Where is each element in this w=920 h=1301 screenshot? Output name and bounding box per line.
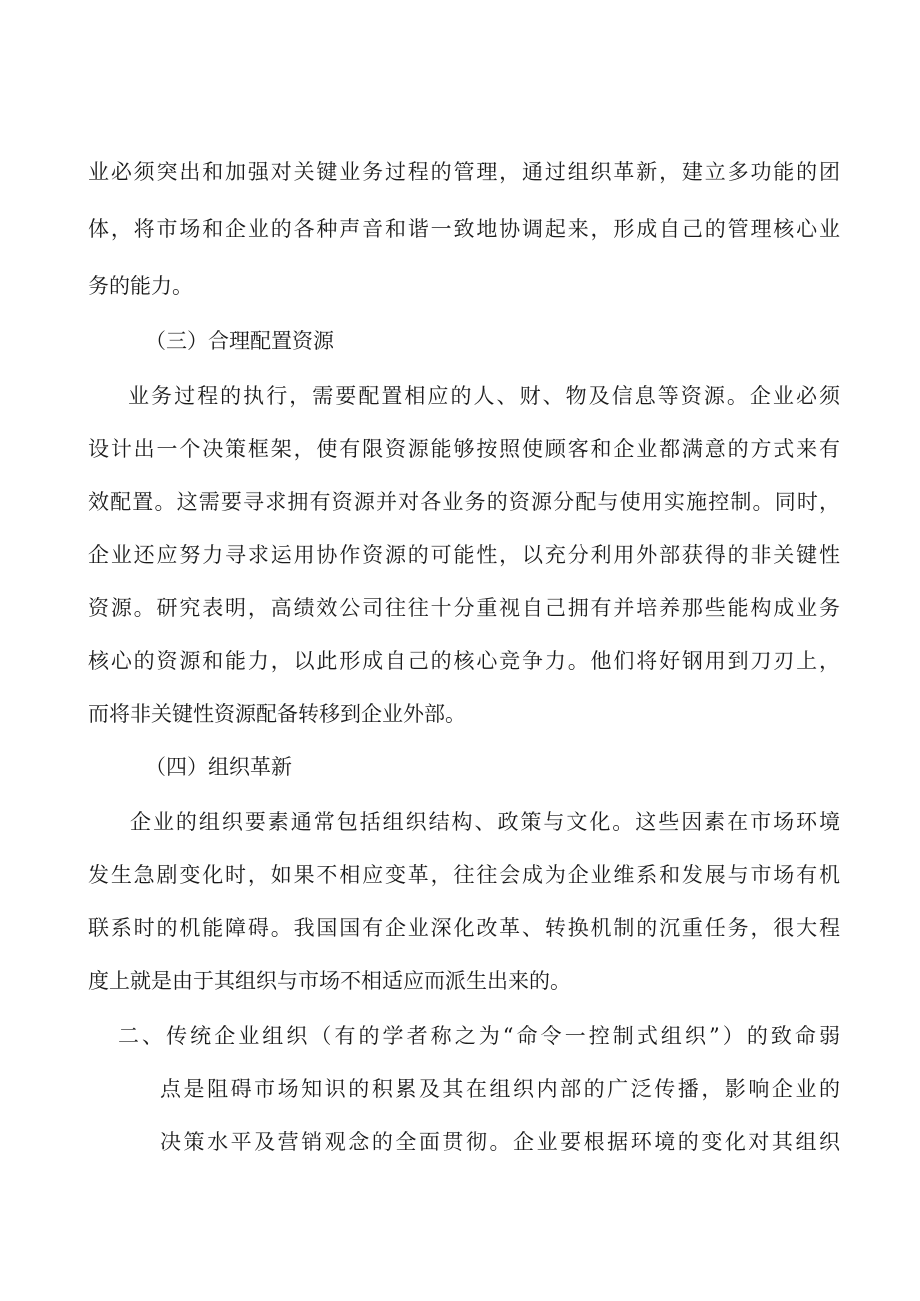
paragraph-line: 资源。研究表明，高绩效公司往往十分重视自己拥有并培养那些能构成业务 <box>88 596 840 620</box>
paragraph-line: 务的能力。 <box>88 274 193 298</box>
paragraph-line: 设计出一个决策框架，使有限资源能够按照使顾客和企业都满意的方式来有 <box>88 437 840 461</box>
paragraph-line: 业务过程的执行，需要配置相应的人、财、物及信息等资源。企业必须 <box>128 384 840 408</box>
paragraph-line: 企业还应努力寻求运用协作资源的可能性，以充分利用外部获得的非关键性 <box>88 543 840 567</box>
paragraph-line: 业必须突出和加强对关键业务过程的管理，通过组织革新，建立多功能的团 <box>88 160 840 184</box>
paragraph-line: 而将非关键性资源配备转移到企业外部。 <box>88 702 466 726</box>
section-heading-3: （三）合理配置资源 <box>145 329 334 353</box>
section-two-line: 决策水平及营销观念的全面贯彻。企业要根据环境的变化对其组织 <box>160 1130 840 1154</box>
paragraph-line: 企业的组织要素通常包括组织结构、政策与文化。这些因素在市场环境 <box>130 810 840 834</box>
paragraph-line: 体，将市场和企业的各种声音和谐一致地协调起来，形成自己的管理核心业 <box>88 217 840 241</box>
section-two-line: 二、传统企业组织（有的学者称之为“命令一控制式组织”）的致命弱 <box>118 1024 840 1048</box>
section-heading-4: （四）组织革新 <box>145 755 292 779</box>
section-two-line: 点是阻碍市场知识的积累及其在组织内部的广泛传播，影响企业的 <box>160 1077 840 1101</box>
paragraph-line: 联系时的机能障碍。我国国有企业深化改革、转换机制的沉重任务，很大程 <box>88 916 840 940</box>
paragraph-line: 核心的资源和能力，以此形成自己的核心竞争力。他们将好钢用到刀刃上， <box>88 649 840 673</box>
paragraph-line: 度上就是由于其组织与市场不相适应而派生出来的。 <box>88 969 571 993</box>
paragraph-line: 效配置。这需要寻求拥有资源并对各业务的资源分配与使用实施控制。同时， <box>88 490 840 514</box>
paragraph-line: 发生急剧变化时，如果不相应变革，往往会成为企业维系和发展与市场有机 <box>88 863 840 887</box>
